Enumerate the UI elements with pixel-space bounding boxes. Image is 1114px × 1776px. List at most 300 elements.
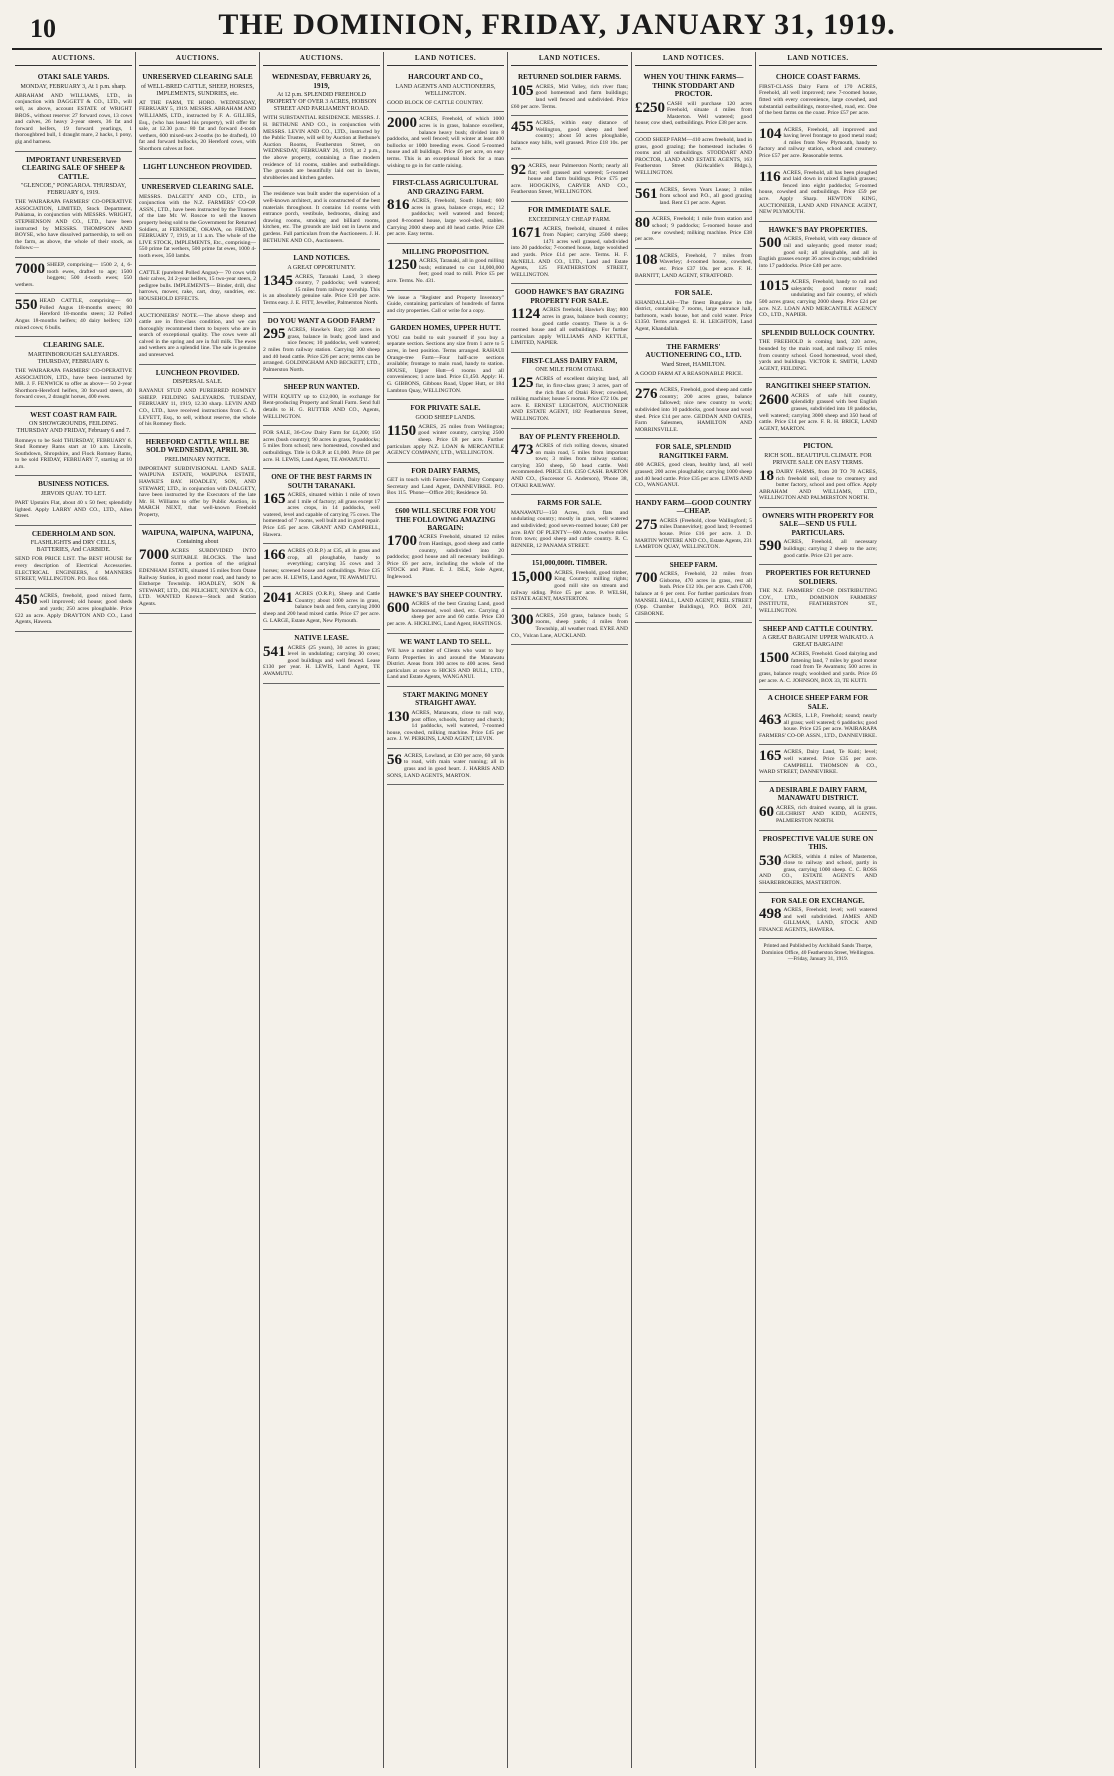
ad-acreage: 561 [635,185,658,202]
advertisement [15,407,132,477]
ad-acreage: 125 [511,375,534,392]
ad-text: SEND FOR PRICE LIST. The BEST HOUSE for every description of Electrical Accessories. ELECTRICAL ENGINEERS, 4 MANNERS STREET, WELLINGTON. P.O. Box 666. [15,556,132,583]
ad-body [635,187,752,207]
column-4 [384,52,508,1768]
ad-acreage: 92 [511,162,526,179]
ad-body [511,163,628,196]
ad-text: ACRES, Freehold; level; well watered and well subdivided. JAMES AND GILLMAN, LAND, STOCK AND FINANCE AGENTS, HAWERA. [759,907,877,933]
advertisement [635,439,752,494]
advertisement [759,745,877,781]
advertisement [139,525,256,614]
ad-acreage: 1124 [511,306,541,323]
ad-acreage: 130 [387,708,410,725]
ad-text: ACRES, Freehold; 1 mile from station and school; 9 paddocks; 5-roomed house and new cowshed; milking machine. Price £38 per acre. [635,216,752,243]
ad-text: ACRES, Freehold, 22 miles from Gisborne, 470 acres in grass, rest all bush. Price £12 10s. per acre. Cash £700, balance at 6 per cent. For further particulars from MANSEL HALL, LAND AGENT, PEEL STREET (Opp. Chamber Buildings), P.O. BOX 241, GISBORNE. [635,571,752,617]
ad-body [759,907,877,933]
ad-title: OTAKI SALE YARDS. [37,73,110,82]
advertisement [263,187,380,250]
ad-subtitle: MARTINBOROUGH SALEYARDS. THURSDAY, FEBRUARY 6. [28,351,119,365]
ad-title: FARMS FOR SALE. [537,499,602,508]
ad-body [635,387,752,433]
ad-subtitle: EXCEEDINGLY CHEAP FARM. [528,216,611,223]
ad-subtitle: PRELIMINARY NOTICE. [164,456,231,463]
ad-subtitle: Ward Street, HAMILTON. [661,361,726,368]
ad-body [15,556,132,582]
ad-title: START MAKING MONEY STRAIGHT AWAY. [402,690,489,708]
ad-title: BAY OF PLENTY FREEHOLD. [519,432,620,441]
ad-body [511,84,628,110]
ad-body [263,327,380,373]
ad-body [511,570,628,603]
ad-subtitle: "GLENCOE," PONGAROA. THURSDAY, FEBRUARY 6, 1919. [21,183,126,197]
advertisement [263,469,380,544]
ad-title: A CHOICE SHEEP FARM FOR SALE. [767,694,869,711]
ad-text: ACRES, within easy distance of Wellington, good sheep and beef country; about 50 acres ploughable, balance easy hills, well grassed. Price £18 10s. per acre. [511,120,628,153]
advertisement [511,159,628,202]
advertisement [387,463,504,503]
ad-subtitle: RICH SOIL. BEAUTIFUL CLIMATE. FOR PRIVATE SALE ON EASY TERMS. [764,452,872,466]
ad-acreage: 105 [511,82,534,99]
column-heading: LAND NOTICES. [635,52,752,66]
advertisement [511,429,628,496]
ad-text: ACRES of excellent dairying land, all flat, in first-class grass; 3 acres, part of the rich flats of Otaki River; cowshed, milking machine; house 5 rooms. Price £72 10s. per acre. E. ERNEST LEIGHTON, AUCTIONEER AND ESTATE AGENT, 182 Featherston Street, WELLINGTON. [511,376,628,423]
ad-body [759,854,877,887]
ad-body [263,548,380,581]
advertisement [139,179,256,265]
ad-body [15,500,132,520]
ad-body [387,648,504,681]
ad-title: SHEEP AND CATTLE COUNTRY. [763,624,873,633]
ad-body [139,548,256,607]
ad-text: ACRES of rich rolling downs, situated on main road, 5 miles from important town; 3 miles from railway station; carrying 350 sheep, 50 head cattle. Well recommended. PRICE £16. £350 CASH. BARTON AND CO., (Successor G. Anderson), 'Phone 38, OTAKI RAILWAY. [511,443,628,489]
ad-body [139,100,256,153]
ad-text: ACRES, L.I.P., Freehold; sound; nearly all grass; well watered; 6 paddocks; good house. Price £25 per acre. WAIRARAPA FARMERS' CO-OP. ASSN., LTD., DANNEVIRKE. [759,713,877,739]
advertisement [759,508,877,565]
ad-title: FOR SALE, SPLENDID RANGITIKEI FARM. [655,443,732,460]
advertisement [139,309,256,365]
ad-body [15,368,132,401]
ad-body [759,236,877,269]
ad-title: FOR IMMEDIATE SALE. [528,206,611,215]
newspaper-columns [12,52,1102,1768]
ad-title: LIGHT LUNCHEON PROVIDED. [143,162,252,171]
ad-title: SPLENDID BULLOCK COUNTRY. [761,328,875,337]
advertisement [635,183,752,213]
ad-text: ACRES, 250 grass, balance bush; 5 rooms, sheep yards; 4 miles from Township, all weather road. EYRE AND CO., Vulcan Lane, AUCKLAND. [511,612,628,639]
ad-title: PICTON. [803,442,833,451]
ad-acreage: 56 [387,751,402,768]
ad-text: MESSRS. DALGETY AND CO., LTD., in conjunction with the N.Z. FARMERS' CO-OP. ASSN., LTD., have been instructed by the Trustees of the late Mr. W. Roscoe to sell the known property being sold to the Government for Returned Soldiers, at FERNSIDE, OKAWA, on FRIDAY, FEBRUARY 7, 1919, at 11 a.m. The whole of the LIVE STOCK, IMPLEMENTS, Etc., comprising— 550 prime fat wethers, 500 prime fat ewes, 1000 4-tooth ewes, 350 lambs. [139,193,256,259]
ad-text: ACRES Freehold, situated 12 miles from Hastings, good sheep and cattle country, subdivided into 20 paddocks; good house and all necessary buildings. Price £6 per acre, including the whole of the STOCK and Plant. E. J. ISLE, Sole Agent, Inglewood. [387,534,504,581]
advertisement [15,526,132,589]
ad-title: ONE OF THE BEST FARMS IN SOUTH TARANAKI. [271,473,372,490]
ad-body [15,593,132,626]
ad-text: We issue a "Register and Property Inventory" Guide, containing particulars of hundreds of farms and city properties. Call or write for a copy. [387,294,504,314]
ad-subtitle: JERVOIS QUAY. TO LET. [40,490,107,497]
masthead [12,0,1102,50]
ad-text: ACRES, Freehold, all has been ploughed and laid down in mixed English grasses; fenced into eight paddocks; 5-roomed house, cowshed and outbuildings. Price £59 per acre. Apply Sharp. HEWTON KING, AUCTIONEER, LAND AND FINANCE AGENT, NEW PLYMOUTH. [759,169,877,216]
ad-acreage: 455 [511,119,534,136]
ad-body [759,651,877,684]
advertisement [759,782,877,831]
ad-body [759,749,877,775]
ad-title: A DESIRABLE DAIRY FARM, MANAWATU DISTRICT. [769,785,867,803]
advertisement [15,337,132,407]
ad-title: FOR SALE. [674,289,713,298]
advertisement [635,249,752,285]
ad-text: WE have a number of Clients who want to buy Farm Properties in and around the Manawatu District. Areas from 100 acres to 400 acres. Send particulars at once to HICKS AND BULL, LTD., Land and Estate Agents, WANGANUI. [387,647,504,681]
ad-body [387,601,504,627]
ad-title: GOOD HAWKE'S BAY GRAZING PROPERTY FOR SALE. [514,288,625,305]
ad-text: ACRES (O.R.P.), Sheep and Cattle Country; about 1000 acres in grass, balance bush and fern, carrying 2000 sheep and 200 head mixed cattle. Price £7 per acre. G. LARGE, Estate Agent, New Plymouth. [263,591,380,624]
ad-title: WE WANT LAND TO SELL. [399,637,492,646]
advertisement [511,555,628,608]
advertisement [15,69,132,151]
advertisement [387,69,504,112]
ad-text: ACRES freehold, Hawke's Bay; 800 acres in grass, balance bush country; good cattle country. There is a 6-roomed house and all outbuildings. For further particulars apply WILLIAMS AND KETTLE, LIMITED, NAPIER. [511,307,628,347]
ad-acreage: 2041 [263,590,293,607]
ad-text: FOR SALE, 36-Cow Dairy Farm for £4,200; 150 acres (bush country); 90 acres in grass, 9 paddocks; 5 miles from school; new homestead, cowshed and outbuildings. Title is O.R.P. at £1,000. Price £8 per acre. H. LEWIS, Land Agent, TE AWAMUTU. [263,430,380,463]
ad-text: ABRAHAM AND WILLIAMS, LTD., in conjunction with DAGGETT & CO., LTD., will sell, as above, account ESTATE of WRIGHT BROS., without reserve: 27 forward cows, 13 cows and calves, 26 heavy 2-year steers, 36 fat and forward heifers, 19 forward yearlings, 1 thoroughbred bull, 1 draught mare, 2 hacks, 1 pony, gig and harness. [15,92,132,145]
ad-title: £600 WILL SECURE FOR YOU THE FOLLOWING AMAZING BARGAIN: [395,507,496,532]
ad-subtitle: GOOD SHEEP LANDS. [415,414,476,421]
ad-subtitle: FLASHLIGHTS and DRY CELLS, BATTERIES, And CARBIDE. [30,540,117,554]
ad-title: HAWKE'S BAY SHEEP COUNTRY. [388,590,503,599]
ad-acreage: 700 [635,570,658,587]
advertisement [387,634,504,687]
ad-text: Romneys to be Sold THURSDAY, FEBRUARY 6. Stud Romney Rams start at 10 a.m. Lincoln, Southdown, Shropshire, and Flock Romney Rams, to be sold FRIDAY, FEBRUARY 7, starting at 10 a.m. [15,437,132,470]
ad-text: DAIRY FARMS, from 20 TO 70 ACRES, rich freehold soil, close to creamery and butter factory, school and post office. Apply ABRAHAM AND WILLIAMS, LTD., WELLINGTON AND PALMERSTON NORTH. [759,468,877,502]
ad-subtitle: ONE MILE FROM OTAKI. [535,367,604,374]
ad-title: IMPORTANT UNRESERVED CLEARING SALE OF SHEEP & CATTLE. [21,155,126,181]
column-heading: AUCTIONS. [15,52,132,66]
advertisement [263,587,380,630]
advertisement [759,565,877,620]
ad-body [139,388,256,428]
advertisement [15,294,132,337]
advertisement [759,831,877,893]
page-number: 10 [30,14,56,43]
ad-title: RANGITIKEI SHEEP STATION. [765,382,871,391]
ad-acreage: 1250 [387,257,417,274]
ad-acreage: 7000 [139,547,169,564]
ad-acreage: 600 [387,600,410,617]
ad-title: CLEARING SALE. [42,341,105,350]
ad-text: The residence was built under the supervision of a well-known architect, and is constructed of the best materials throughout. It contains 14 rooms with entrance porch, vestibule, bedrooms, dining and drawing rooms, smoking and billiard rooms, kitchen, etc. The grounds are laid out in lawns and gardens. Full particulars from the Auctioneers. J. H. BETHUNE AND CO., Auctioneers. [263,191,380,244]
ad-acreage: 1015 [759,278,789,295]
ad-title: CEDERHOLM AND SON. [31,529,116,538]
column-7 [756,52,880,1768]
ad-text: CATTLE (purebred Polled Angus)— 70 cows with their calves, 24 2-year heifers, 15 two-year steers, 2 pedigree bulls. IMPLEMENTS— Binder, drill, disc harrows, mower, rake, cart, dray, sundries, etc. HOUSEHOLD EFFECTS. [139,269,256,302]
ad-body [387,116,504,169]
ad-acreage: 7000 [15,260,45,277]
ad-text: ACRES, near Palmerston North; nearly all flat; well grassed and watered; 5-roomed house and farm buildings. Price £75 per acre. HOOGKINS, CARVER AND CO., Featherston Street, WELLINGTON. [511,163,628,196]
ad-subtitle: DISPERSAL SALE. [172,379,223,386]
ad-body [635,137,752,177]
ad-title: MILLING PROPOSITION. [402,247,489,256]
ad-subtitle: MONDAY, FEBRUARY 3, At 1 p.m. sharp. [20,83,127,90]
advertisement [635,383,752,439]
ad-subtitle: ON SHOWGROUNDS, FEILDING. THURSDAY AND FRIDAY, February 6 and 7. [16,421,131,435]
advertisement [759,621,877,691]
advertisement [387,687,504,749]
ad-acreage: 1700 [387,533,417,550]
advertisement [263,630,380,683]
ad-title: THE FARMERS' AUCTIONEERING CO., LTD. [645,342,742,360]
ad-body [635,216,752,242]
column-2 [136,52,260,1768]
ad-body [635,101,752,127]
ad-text: MANAWATU—150 Acres, rich flats and undulating country; mostly in grass, well watered and subdivided; good seven-roomed house; £40 per acre. BAY OF PLENTY—600 Acres, twelve miles from town; good sheep and cattle country. R. C. RENNER, 12 PANAMA STREET. [511,509,628,549]
ad-text: ACRES, Freehold, handy to rail and saleyards; good motor road; undulating and fair country, of which 500 acres grass; carrying 2000 sheep. Price £24 per acre. N.Z. LOAN AND MERCANTILE AGENCY CO., LTD., NAPIER. [759,279,877,319]
ad-title: LUNCHEON PROVIDED. [155,368,240,377]
advertisement [263,426,380,469]
ad-text: ACRES, Dairy Land, Te Kuiti; level; well watered. Price £35 per acre. CAMPBELL THOMSON & CO., WARD STREET, DANNEVIRKE. [759,749,877,776]
advertisement [635,339,752,384]
column-1 [12,52,136,1768]
ad-body [263,394,380,420]
ad-body [635,462,752,488]
advertisement [511,116,628,159]
advertisement [635,69,752,133]
advertisement [15,258,132,294]
imprint-footer: Printed and Published by Archibald Sands Thorpe, Dominion Office, 40 Featherston Street, Wellington.—Friday, January 31, 1919. [761,943,875,963]
ad-title: CHOICE COAST FARMS. [775,73,861,82]
advertisement [759,325,877,378]
ad-acreage: 18 [759,467,774,484]
ad-subtitle: Containing about [176,539,219,546]
ad-body [759,805,877,825]
ad-title: BUSINESS NOTICES. [38,480,109,489]
advertisement [759,166,877,222]
ad-title: GARDEN HOMES, UPPER HUTT. [390,324,501,333]
ad-body [15,298,132,331]
advertisement [635,495,752,557]
ad-body [263,492,380,538]
ad-title: FIRST-CLASS DAIRY FARM, [521,356,618,365]
ad-body [387,710,504,743]
advertisement [139,434,256,525]
ad-title: HEREFORD CATTLE WILL BE SOLD WEDNESDAY, APRIL 30. [145,437,250,455]
ad-body [635,518,752,551]
ad-text: ACRES, 25 miles from Wellington; good winter country, carrying 2500 sheep. Price £8 per acre. Further particulars apply N.Z. LOAN & MERCANTILE AGENCY COMPANY, LTD., WELLINGTON. [387,423,504,457]
advertisement [139,266,256,309]
ad-acreage: 165 [759,748,782,765]
ad-title: 151,000,000ft. TIMBER. [531,559,608,568]
ad-text: GET in touch with Farmer-Smith, Dairy Company Secretary and Land Agent, DANNEVIRKE. P.O. Box 115. 'Phone—Office 201; Residence 50. [387,477,504,497]
advertisement [759,69,877,122]
ad-title: FOR DAIRY FARMS, [411,466,480,475]
ad-acreage: 463 [759,712,782,729]
advertisement [15,476,132,525]
ad-text: ACRES, Freehold, good timber, King Country; milling rights; good mill site on stream and railway siding. Price £5 per acre. P. WELSH, ESTATE AGENT, MASTERTON. [511,569,628,603]
ad-text: ACRES, Freehold, all necessary buildings; carrying 2 sheep to the acre; good cattle. Price £21 per acre. [783,539,877,559]
ad-acreage: 498 [759,906,782,923]
ad-title: HARCOURT AND CO., [408,73,483,82]
advertisement [387,175,504,244]
ad-text: AUCTIONEERS' NOTE.—The above sheep and cattle are in first-class condition, and we can thoroughly recommend them to buyers who are in search of exceptional quality. The cows were all calved in the spring and are in full milk. The ewes and wethers are a splendid line. The sale is genuine and unreserved. [139,312,256,359]
ad-body [15,93,132,146]
ad-text: ACRES (O.R.P.) at £35, all in grass and crop, all ploughable, handy to everything; carrying 35 cows and 3 horses; screened house and outbuildings. Price £35 per acre. H. LEWIS, Land Agent, TE AWAMUTU. [263,548,380,581]
ad-body [511,613,628,639]
ad-text: YOU can build to suit yourself if you buy a separate section. Sections any size from 1 acre to 5 acres, in best position. Terms arranged. RAHAUI Orange-tree Farm—Four half-acre sections available; frontage to main road, handy to station. HOUSE, Upper Hutt—6 rooms and all conveniences; 1 acre land. Price £1,450. Apply: H. G. GIBBONS, Gibbons Road, Upper Hutt, or 184 Lambton Quay, WELLINGTON. [387,334,504,394]
ad-text: THE N.Z. FARMERS' CO-OP. DISTRIBUTING COY., LTD., DOMINION FARMERS' INSTITUTE, FEATHERSTON ST., WELLINGTON. [759,588,877,614]
ad-body [635,571,752,617]
ad-acreage: 80 [635,215,650,232]
ad-text: ACRES, Freehold. Good dairying and fattening land, 7 miles by good motor road from Te Awamutu; 500 acres in grass, balance rough; woolshed and yards. Price £6 per acre. A. C. JOHNSON, BOX 33, TE KUITI. [759,651,877,684]
ad-acreage: 15,000 [511,568,553,585]
ad-acreage: 300 [511,611,534,628]
ad-title: UNRESERVED CLEARING SALE. [141,183,254,192]
ad-body [15,262,132,288]
column-5 [508,52,632,1768]
ad-text: ACRES SUBDIVIDED INTO SUITABLE BLOCKS. The land forms a portion of the original EDENHAM ESTATE, situated 15 miles from Otane Railway Station, in good motor road, and handy to Elsthorpe Township. HOADLEY, SON & STEWART, LTD., DE PELICHET, NIVEN & CO., LTD. WANTED Known—Stock and Station Agents. [139,548,256,607]
ad-text: ACRES, Hawke's Bay; 230 acres in grass, balance in bush; good land and nice fences; 10 paddocks, well watered; 2 miles from railway station. Carrying 300 sheep and 40 head cattle. Price £26 per acre; terms can be arranged. GOLDINGHAM AND BECKETT, LTD., Palmerston North. [263,327,380,373]
ad-body [387,258,504,284]
ad-text: CASH will purchase 120 acres Freehold, situate 4 miles from Masterton. Well watered; good house; cow shed, outbuildings. Price £38 per acre. [635,100,752,127]
ad-text: ACRES, Freehold, South Island; 600 acres in grass, balance crops, etc.; 12 paddocks; well watered and fenced; good 8-roomed house, large wool-shed, stables. Carrying 2000 sheep and 40 head cattle. Price £28 per acre. Easy terms. [387,198,504,238]
advertisement [635,285,752,338]
advertisement [15,152,132,258]
advertisement [387,244,504,291]
ad-body [263,115,380,181]
ad-title: OWNERS WITH PROPERTY FOR SALE—SEND US FULL PARTICULARS. [762,511,874,537]
ad-text: THE FREEHOLD is coming land, 220 acres, bounded by the main road, and railway 15 miles from country school. Good homestead, wool shed, yards and buildings. VICTOR E. SMITH, LAND AGENT, FEILDING. [759,339,877,372]
ad-text: ACRES, Seven Years Lease; 3 miles from school and P.O., all good grazing land. Rent £1 per acre. Agent. [659,186,752,206]
advertisement [263,250,380,313]
ad-body [759,339,877,372]
ad-text: PART Upstairs Flat, about 40 x 50 feet; splendidly lighted. Apply LARRY AND CO., LTD., Allen Street. [15,500,132,520]
ad-acreage: 2600 [759,391,789,408]
ad-body [635,253,752,279]
ad-acreage: 530 [759,852,782,869]
ad-acreage: 275 [635,516,658,533]
ad-body [635,300,752,333]
ad-text: 400 ACRES, good clean, healthy land, all well grassed; 200 acres ploughable; carrying 1000 sheep and 40 head cattle. Price £35 per acre. LEWIS AND CO., WANGANUI. [635,462,752,489]
ad-body [387,534,504,580]
column-heading: LAND NOTICES. [387,52,504,66]
advertisement [139,365,256,434]
ad-body [387,424,504,457]
ad-text: GOOD SHEEP FARM—410 acres freehold, land in grass, good grazing; the homestead includes 6 rooms and all outbuildings. STODDART AND PROCTOR, LAND AND ESTATE AGENTS, 163 Featherston Street (Kirkcaldie's Bldgs.), WELLINGTON. [635,137,752,177]
ad-acreage: 1150 [387,422,417,439]
ad-text: SHEEP, comprising— 1500 2, 4, 6-tooth ewes, drafted to age; 1500 hoggets; 500 4-tooth ewes; 550 wethers. [15,261,132,288]
advertisement [759,438,877,508]
advertisement [635,133,752,183]
ad-acreage: 104 [759,125,782,142]
ad-title: UNRESERVED CLEARING SALE [142,73,253,82]
ad-title: FOR PRIVATE SALE. [410,404,481,413]
ad-acreage: 1345 [263,272,293,289]
ad-text: HEAD CATTLE, comprising— 60 Polled Angus 18-months steers; 80 Hereford 18-months steers; 32 Polled Angus 18-months heifers; 40 dairy heifers; 120 mixed cows; 6 bulls. [15,298,132,331]
ad-subtitle: A GREAT BARGAIN! UPPER WAIKATO. A GREAT BARGAIN! [762,635,874,649]
advertisement [511,353,628,429]
ad-text: ACRES, situated within 1 mile of town and 1 mile of factory; all grass except 17 acres crops, in 14 paddocks, well watered, level and capable of carrying 75 cows. The homestead of 7 rooms, well built and in good repair. Price £45 per acre. GRANT AND CAMPBELL, Hawera. [263,492,380,538]
ad-title: RETURNED SOLDIER FARMS. [517,73,622,82]
advertisement [387,291,504,321]
ad-text: THE WAIRARAPA FARMERS' CO-OPERATIVE ASSOCIATION, LIMITED, Stock Department, Pahiatua, in conjunction with MESSRS. WRIGHT, STEPHENSON AND CO., LTD., have been instructed by MESSRS. THOMPSON AND BOYSE, who have dissolved partnership, to sell on the farm, as above, the whole of their stock, as follows:— [15,199,132,252]
ad-body [759,84,877,117]
advertisement [759,123,877,166]
ad-acreage: 550 [15,297,38,314]
ad-acreage: 1671 [511,224,541,241]
ad-text: ACRES, within 4 miles of Masterton, close to railway and school, partly in grass, carrying 1000 sheep. C. C. ROSS AND CO., ESTATE AGENTS AND SHAREBROKERS, MASTERTON. [759,853,877,886]
ad-text: ACRES, Freehold, of which 1000 acres is in grass, balance excellent, balance heavy bush; divided into 8 paddocks, and well fenced; will winter at least 400 bullocks or 1000 breeding ewes. Good 5-roomed house and all buildings. Price £6 per acre, on easy terms. This is an exceptional block for a man wishing to go in for cattle raising. [387,116,504,169]
advertisement [387,112,504,175]
ad-body [759,170,877,216]
ad-text: ACRES (Freehold, close Wallingford; 5 miles Dannevirke); good land; 8-roomed house. Price £16 per acre. J. D. MARTIN WINTERE AND CO., Estate Agents, 231 LAMBTON QUAY, WELLINGTON. [635,517,752,551]
ad-text: IMPORTANT SUBDIVISIONAL LAND SALE. WAIPUNA ESTATE, WAIPUNA ESTATE, HAWKE'S BAY. HOADLEY, SON, AND STEWART, LTD., in conjunction with DALGETY, have been instructed by the Executors of the late Mr. H. Williams to offer by Public Auction, in MARCH NEXT, that well-known Freehold Property, [139,465,256,518]
ad-body [759,713,877,739]
ad-text: ACRES, Freehold, with easy distance of rail and saleyards; good motor road; good soil; all ploughable, and all in English grasses except 36 acres in crops; subdivided into 17 paddocks. Price £40 per acre. [759,236,877,269]
ad-acreage: 276 [635,386,658,403]
column-6 [632,52,756,1768]
advertisement [387,400,504,463]
ad-acreage: 166 [263,547,286,564]
ad-text: A GOOD FARM AT A REASONABLE PRICE. [635,370,743,377]
ad-body [15,199,132,252]
advertisement [15,589,132,632]
ad-title: HAWKE'S BAY PROPERTIES. [768,225,868,234]
ad-body [511,120,628,153]
ad-text: ACRES, Taranaki Land, 3 sheep country, 7 paddocks; well watered; 15 miles from railway township. This is an absolutely genuine sale. Price £10 per acre. Terms easy. J. E. FITT, Jeweller, Palmerston North. [263,273,380,307]
ad-acreage: 473 [511,442,534,459]
ad-title: WAIPUNA, WAIPUNA, WAIPUNA, [141,528,254,537]
ad-title: WHEN YOU THINK FARMS—THINK STODDART AND PROCTOR. [643,73,744,99]
advertisement [139,69,256,158]
column-heading: LAND NOTICES. [759,52,877,66]
advertisement [387,749,504,785]
column-heading: LAND NOTICES. [511,52,628,66]
column-3 [260,52,384,1768]
advertisement [387,587,504,634]
ad-acreage: 60 [759,803,774,820]
ad-title: HANDY FARM—GOOD COUNTRY—CHEAP. [635,498,752,516]
ad-body [635,371,752,378]
column-heading: AUCTIONS. [263,52,380,66]
ad-acreage: 108 [635,251,658,268]
ad-body [759,469,877,502]
ad-text: ACRES, freehold, situated 4 miles from Napier; carrying 2500 sheep; 1471 acres well grassed, subdivided into 20 paddocks; 7-roomed house, large woolshed and yards. Price £14 per acre. Terms. H. F. McNEILL AND CO., LTD., Land and Estate Agents, 125 FEATHERSTON STREET, WELLINGTON. [511,225,628,278]
ad-title: LAND NOTICES. [293,254,350,263]
ad-body [263,430,380,463]
column-heading: AUCTIONS. [139,52,256,66]
ad-body [387,100,504,107]
ad-text: GOOD BLOCK OF CATTLE COUNTRY. [387,99,484,106]
ad-body [263,645,380,678]
ad-text: RAYANUI STUD AND PUREBRED ROMNEY SHEEP. FEILDING SALEYARDS. TUESDAY, FEBRUARY 11, 1919, 12.30 sharp. LEVIN AND CO., LTD., have received instructions from C. A. LEVETT, Esq., to sell, without reserve, the whole of his Romney flock. [139,388,256,428]
ad-title: DO YOU WANT A GOOD FARM? [267,316,376,325]
ad-acreage: 116 [759,168,781,185]
ad-acreage: 165 [263,491,286,508]
ad-acreage: 2000 [387,115,417,132]
ad-text: WITH SUBSTANTIAL RESIDENCE. MESSRS. J. H. BETHUNE AND CO., in conjunction with MESSRS. LEVIN AND CO., LTD., instructed by the Public Trustee, will sell by Auction at Bethune's Auction Rooms, Featherston Street, on WEDNESDAY, FEBRUARY 26, 1919, at 2 p.m., the above property, containing a fine modern residence of 14 rooms, stables and outbuildings. The grounds are beautifully laid out in lawns, shrubberies and kitchen garden. [263,115,380,181]
ad-body [139,270,256,303]
ad-subtitle: A GREAT OPPORTUNITY. [287,264,356,271]
advertisement [511,284,628,353]
ad-body [387,335,504,394]
advertisement [759,378,877,438]
ad-text: ACRES, Freehold, all improved and having level frontage to good metal road; 4 miles from New Plymouth, handy to factory and railway station, school and creamery. Price £57 per acre. Reasonable terms. [759,126,877,160]
newspaper-title: THE DOMINION, FRIDAY, JANUARY 31, 1919. [218,8,896,41]
ad-body [263,191,380,244]
ad-text: FIRST-CLASS Dairy Farm of 170 ACRES, Freehold, all well improved; new 7-roomed house, fitted with every convenience, large cowshed, and substantial outbuildings, motor-shed, road, etc. One of the best farms on the coast. Price £57 per acre. [759,83,877,117]
advertisement [387,320,504,400]
advertisement [263,379,380,426]
ad-body [511,510,628,550]
ad-title: WEDNESDAY, FEBRUARY 26, 1919, [271,73,372,90]
ad-acreage: 590 [759,538,782,555]
